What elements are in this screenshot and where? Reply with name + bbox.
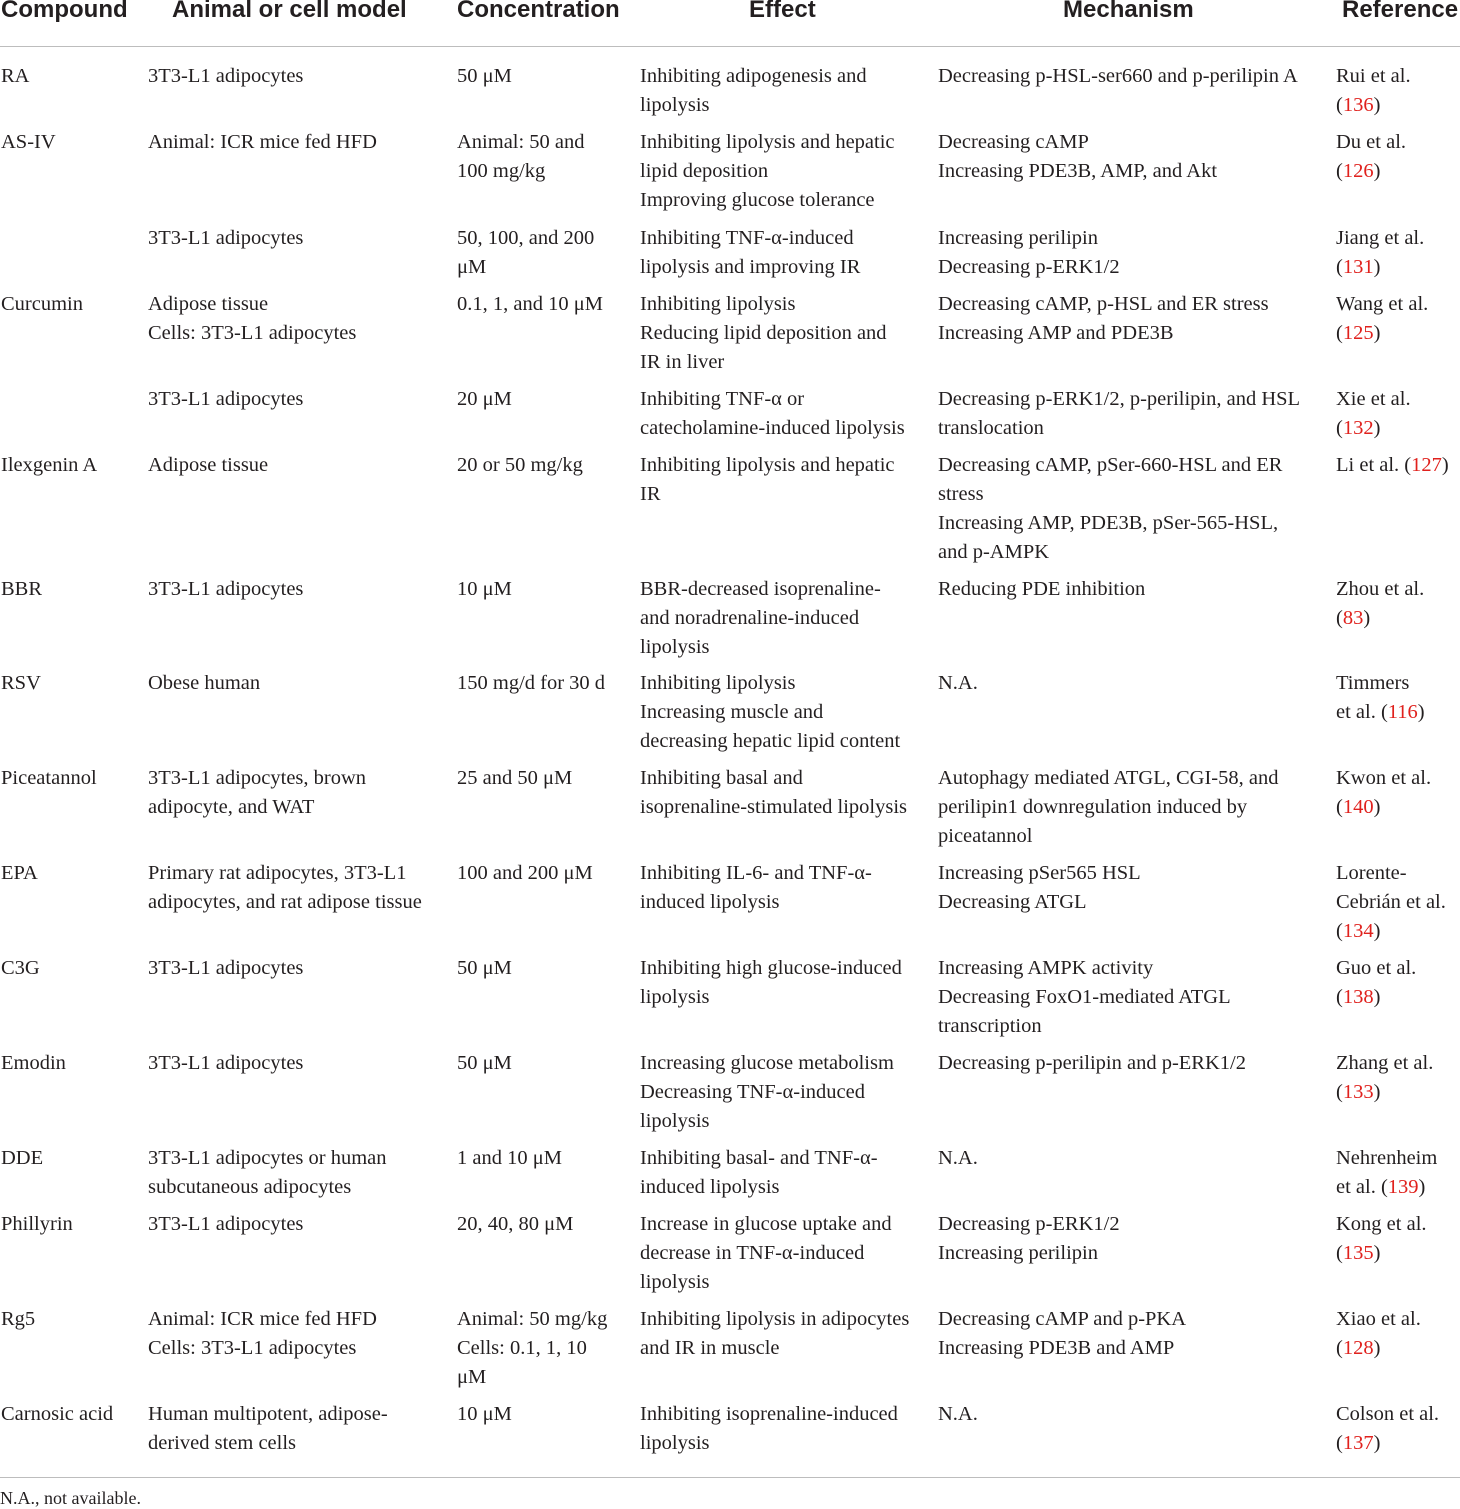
cell-mechanism: Increasing AMPK activity Decreasing FoxO1-mediated ATGL transcription xyxy=(938,957,1231,1037)
cell-model: Adipose tissue xyxy=(148,454,269,476)
cell-mechanism: Decreasing p-HSL-ser660 and p-perilipin A xyxy=(938,65,1298,87)
reference-close: ) xyxy=(1373,322,1381,344)
cell-reference xyxy=(1336,224,1460,282)
cell-mechanism: Increasing perilipin Decreasing p-ERK1/2 xyxy=(938,227,1120,278)
header-compound: Compound xyxy=(1,0,128,23)
cell-concentration: 20 μM xyxy=(457,388,512,410)
cell-mechanism: Decreasing cAMP and p-PKA Increasing PDE3B and AMP xyxy=(938,1308,1187,1359)
cell-effect: Inhibiting lipolysis Increasing muscle and decreasing hepatic lipid content xyxy=(640,672,901,752)
cell-effect: Inhibiting IL-6- and TNF-α- induced lipolysis xyxy=(640,862,872,913)
table-header-row xyxy=(0,0,1460,47)
reference-link[interactable]: 127 xyxy=(1411,454,1442,476)
reference-text: Colson et al. ( xyxy=(1336,1403,1440,1454)
reference-link[interactable]: 125 xyxy=(1342,322,1374,344)
cell-reference xyxy=(1336,859,1460,946)
cell-effect: Inhibiting TNF-α or catecholamine-induced lipolysis xyxy=(640,388,905,439)
cell-mechanism: Increasing pSer565 HSL Decreasing ATGL xyxy=(938,862,1141,913)
reference-close: ) xyxy=(1373,417,1381,439)
cell-model: 3T3-L1 adipocytes xyxy=(148,578,304,600)
reference-text: Zhou et al. ( xyxy=(1336,578,1425,629)
cell-mechanism: Autophagy mediated ATGL, CGI-58, and perilipin1 downregulation induced by piceatannol xyxy=(938,767,1279,847)
cell-model: Primary rat adipocytes, 3T3-L1 adipocytes, and rat adipose tissue xyxy=(148,862,422,913)
cell-effect: Inhibiting isoprenaline-induced lipolysis xyxy=(640,1403,898,1454)
cell-model: 3T3-L1 adipocytes xyxy=(148,227,304,249)
cell-compound: Emodin xyxy=(1,1052,66,1074)
reference-text: Xiao et al. ( xyxy=(1336,1308,1421,1359)
cell-concentration: 10 μM xyxy=(457,578,512,600)
reference-close: ) xyxy=(1373,1432,1381,1454)
cell-model: Human multipotent, adipose- derived stem cells xyxy=(148,1403,388,1454)
reference-text: Jiang et al. ( xyxy=(1336,227,1425,278)
cell-effect: BBR-decreased isoprenaline- and noradrenaline-induced lipolysis xyxy=(640,578,881,658)
reference-close: ) xyxy=(1373,160,1381,182)
cell-reference xyxy=(1336,451,1460,480)
cell-model: 3T3-L1 adipocytes, brown adipocyte, and WAT xyxy=(148,767,367,818)
cell-mechanism: Decreasing cAMP Increasing PDE3B, AMP, and Akt xyxy=(938,131,1218,182)
reference-link[interactable]: 137 xyxy=(1342,1432,1374,1454)
reference-close: ) xyxy=(1373,256,1381,278)
cell-concentration: 10 μM xyxy=(457,1403,512,1425)
reference-link[interactable]: 133 xyxy=(1342,1081,1374,1103)
reference-text: Lorente- Cebrián et al. ( xyxy=(1336,862,1446,942)
cell-compound: BBR xyxy=(1,578,43,600)
cell-compound: DDE xyxy=(1,1147,44,1169)
reference-link[interactable]: 131 xyxy=(1342,256,1374,278)
reference-link[interactable]: 126 xyxy=(1342,160,1374,182)
reference-link[interactable]: 116 xyxy=(1387,701,1418,723)
cell-reference xyxy=(1336,1400,1460,1458)
cell-effect: Inhibiting TNF-α-induced lipolysis and improving IR xyxy=(640,227,861,278)
reference-close: ) xyxy=(1373,986,1381,1008)
reference-text: Nehrenheim et al. ( xyxy=(1336,1147,1438,1198)
cell-model: Animal: ICR mice fed HFD xyxy=(148,131,377,153)
reference-text: Kwon et al. ( xyxy=(1336,767,1432,818)
reference-close: ) xyxy=(1363,607,1371,629)
cell-compound: Rg5 xyxy=(1,1308,36,1330)
cell-reference xyxy=(1336,290,1460,348)
reference-link[interactable]: 136 xyxy=(1342,94,1374,116)
cell-compound: Phillyrin xyxy=(1,1213,73,1235)
cell-effect: Inhibiting basal and isoprenaline-stimulated lipolysis xyxy=(640,767,908,818)
reference-text: Kong et al. ( xyxy=(1336,1213,1427,1264)
cell-concentration: 50 μM xyxy=(457,1052,512,1074)
cell-concentration: 1 and 10 μM xyxy=(457,1147,562,1169)
cell-model: Adipose tissue Cells: 3T3-L1 adipocytes xyxy=(148,293,357,344)
cell-effect: Inhibiting adipogenesis and lipolysis xyxy=(640,65,867,116)
cell-concentration: 20 or 50 mg/kg xyxy=(457,454,583,476)
cell-reference xyxy=(1336,1305,1460,1363)
cell-compound: Ilexgenin A xyxy=(1,454,98,476)
cell-compound: AS-IV xyxy=(1,131,56,153)
cell-model: 3T3-L1 adipocytes xyxy=(148,388,304,410)
reference-close: ) xyxy=(1373,1242,1381,1264)
cell-effect: Increase in glucose uptake and decrease in TNF-α-induced lipolysis xyxy=(640,1213,892,1293)
cell-compound: RA xyxy=(1,65,30,87)
reference-link[interactable]: 135 xyxy=(1342,1242,1374,1264)
cell-effect: Inhibiting lipolysis and hepatic IR xyxy=(640,454,895,505)
table-footnote: N.A., not available. xyxy=(0,1488,141,1508)
cell-compound: Curcumin xyxy=(1,293,83,315)
cell-mechanism: Decreasing p-ERK1/2, p-perilipin, and HSL translocation xyxy=(938,388,1301,439)
cell-mechanism: Decreasing cAMP, pSer-660-HSL and ER stress Increasing AMP, PDE3B, pSer-565-HSL, and p-AMPK xyxy=(938,454,1283,563)
cell-model: 3T3-L1 adipocytes xyxy=(148,1052,304,1074)
reference-close: ) xyxy=(1441,454,1449,476)
header-reference: Reference xyxy=(1342,0,1459,23)
cell-concentration: 25 and 50 μM xyxy=(457,767,573,789)
header-mechanism: Mechanism xyxy=(1063,0,1194,23)
reference-close: ) xyxy=(1417,701,1425,723)
reference-link[interactable]: 138 xyxy=(1342,986,1374,1008)
cell-concentration: 20, 40, 80 μM xyxy=(457,1213,574,1235)
cell-mechanism: Reducing PDE inhibition xyxy=(938,578,1146,600)
cell-concentration: 150 mg/d for 30 d xyxy=(457,672,606,694)
reference-close: ) xyxy=(1373,920,1381,942)
reference-text: Timmers et al. ( xyxy=(1336,672,1410,723)
reference-close: ) xyxy=(1418,1176,1426,1198)
cell-concentration: 50, 100, and 200 μM xyxy=(457,227,595,278)
reference-close: ) xyxy=(1373,94,1381,116)
cell-concentration: Animal: 50 and 100 mg/kg xyxy=(457,131,585,182)
reference-link[interactable]: 134 xyxy=(1342,920,1374,942)
cell-mechanism: N.A. xyxy=(938,1403,978,1425)
cell-mechanism: N.A. xyxy=(938,1147,978,1169)
cell-effect: Inhibiting high glucose-induced lipolysis xyxy=(640,957,902,1008)
cell-mechanism: Decreasing p-perilipin and p-ERK1/2 xyxy=(938,1052,1246,1074)
cell-effect: Inhibiting lipolysis and hepatic lipid deposition Improving glucose tolerance xyxy=(640,131,895,211)
cell-concentration: Animal: 50 mg/kg Cells: 0.1, 1, 10 μM xyxy=(457,1308,608,1388)
cell-compound: C3G xyxy=(1,957,40,979)
reference-text: Rui et al. ( xyxy=(1336,65,1411,116)
cell-reference xyxy=(1336,62,1460,120)
reference-text: Li et al. ( xyxy=(1336,454,1412,476)
cell-concentration: 50 μM xyxy=(457,957,512,979)
cell-compound: Piceatannol xyxy=(1,767,97,789)
cell-reference xyxy=(1336,1210,1460,1268)
reference-text: Xie et al. ( xyxy=(1336,388,1411,439)
cell-mechanism: N.A. xyxy=(938,672,978,694)
reference-link[interactable]: 128 xyxy=(1342,1337,1374,1359)
cell-model: Obese human xyxy=(148,672,261,694)
cell-reference xyxy=(1336,385,1460,443)
reference-link[interactable]: 132 xyxy=(1342,417,1374,439)
cell-model: Animal: ICR mice fed HFD Cells: 3T3-L1 adipocytes xyxy=(148,1308,377,1359)
cell-mechanism: Decreasing cAMP, p-HSL and ER stress Increasing AMP and PDE3B xyxy=(938,293,1269,344)
table-bottom-rule xyxy=(0,1477,1460,1478)
cell-reference xyxy=(1336,575,1460,633)
reference-link[interactable]: 139 xyxy=(1387,1176,1419,1198)
cell-reference xyxy=(1336,128,1460,186)
cell-model: 3T3-L1 adipocytes or human subcutaneous adipocytes xyxy=(148,1147,387,1198)
reference-link[interactable]: 83 xyxy=(1342,607,1364,629)
cell-compound: EPA xyxy=(1,862,38,884)
cell-model: 3T3-L1 adipocytes xyxy=(148,1213,304,1235)
header-model: Animal or cell model xyxy=(172,0,407,23)
cell-effect: Inhibiting basal- and TNF-α- induced lipolysis xyxy=(640,1147,878,1198)
cell-model: 3T3-L1 adipocytes xyxy=(148,957,304,979)
reference-text: Wang et al. ( xyxy=(1336,293,1429,344)
cell-effect: Inhibiting lipolysis in adipocytes and IR in muscle xyxy=(640,1308,910,1359)
reference-text: Guo et al. ( xyxy=(1336,957,1417,1008)
cell-concentration: 0.1, 1, and 10 μM xyxy=(457,293,603,315)
cell-model: 3T3-L1 adipocytes xyxy=(148,65,304,87)
cell-mechanism: Decreasing p-ERK1/2 Increasing perilipin xyxy=(938,1213,1120,1264)
cell-reference xyxy=(1336,1049,1460,1107)
cell-compound: Carnosic acid xyxy=(1,1403,114,1425)
reference-close: ) xyxy=(1373,796,1381,818)
cell-compound: RSV xyxy=(1,672,41,694)
cell-concentration: 100 and 200 μM xyxy=(457,862,593,884)
header-effect: Effect xyxy=(749,0,816,23)
cell-reference xyxy=(1336,669,1460,727)
reference-close: ) xyxy=(1373,1337,1381,1359)
cell-reference xyxy=(1336,764,1460,822)
cell-reference xyxy=(1336,954,1460,1012)
reference-link[interactable]: 140 xyxy=(1342,796,1374,818)
cell-effect: Inhibiting lipolysis Reducing lipid deposition and IR in liver xyxy=(640,293,887,373)
reference-close: ) xyxy=(1373,1081,1381,1103)
cell-concentration: 50 μM xyxy=(457,65,512,87)
header-concentration: Concentration xyxy=(457,0,620,23)
cell-reference xyxy=(1336,1144,1460,1202)
cell-effect: Increasing glucose metabolism Decreasing TNF-α-induced lipolysis xyxy=(640,1052,894,1132)
reference-text: Du et al. ( xyxy=(1336,131,1407,182)
reference-text: Zhang et al. ( xyxy=(1336,1052,1434,1103)
